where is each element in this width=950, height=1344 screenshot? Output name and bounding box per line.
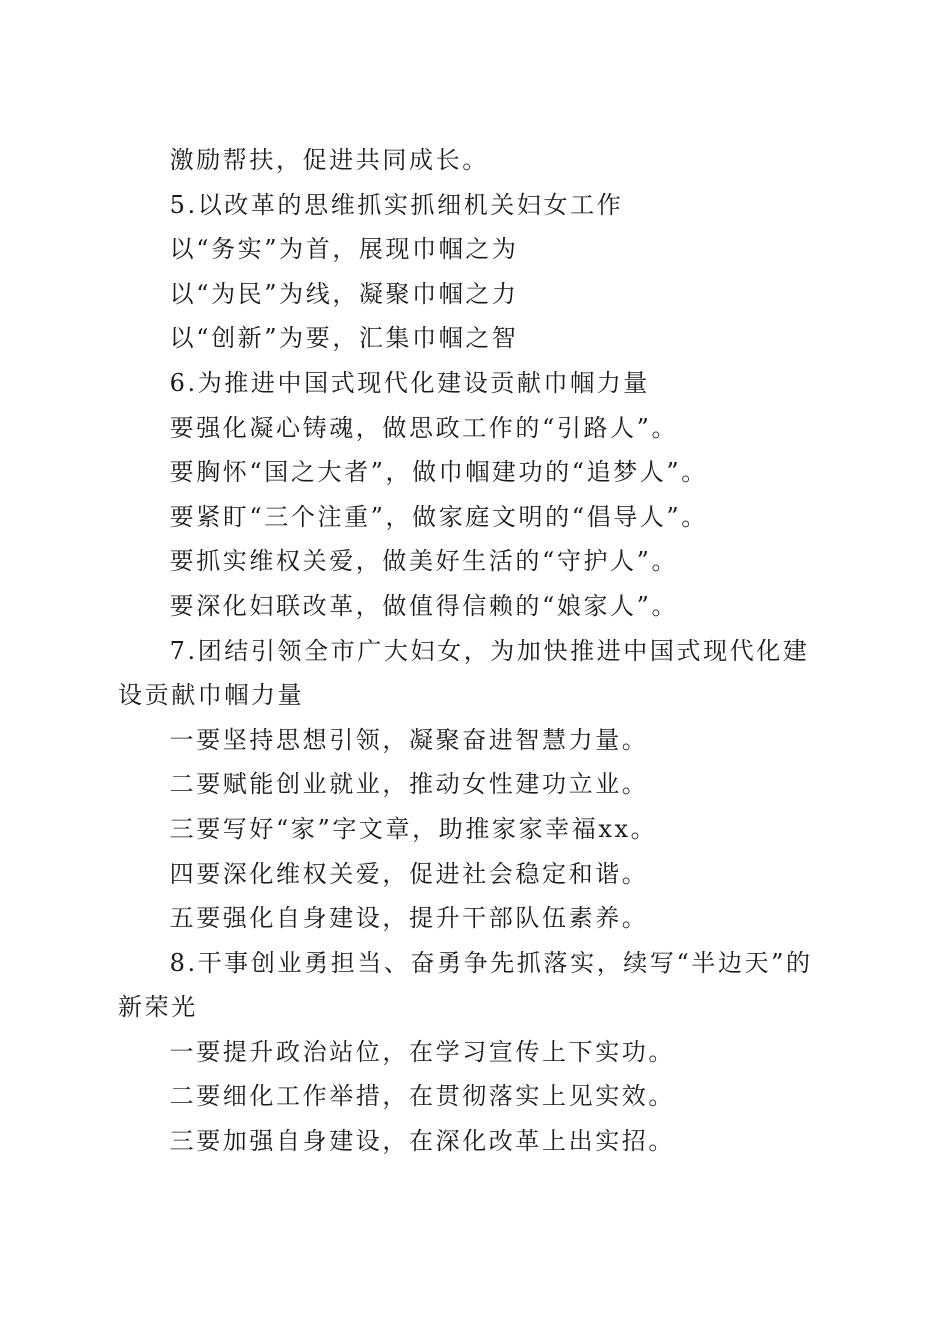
heading-8: 8.干事创业勇担当、奋勇争先抓落实，续写“半边天”的新荣光 (118, 948, 813, 1022)
paragraph-9: 要紧盯“三个注重”，做家庭文明的“倡导人”。 (169, 502, 708, 531)
paragraph-1: 激励帮扶，促进共同成长。 (169, 146, 489, 174)
paragraph-13: 一要坚持思想引领，凝聚奋进智慧力量。 (169, 725, 649, 754)
heading-7: 7.团结引领全市广大妇女，为加快推进中国式现代化建设贡献巾帼力量 (118, 636, 810, 710)
paragraph-7: 要强化凝心铸魂，做思政工作的“引路人”。 (169, 413, 679, 442)
paragraph-11: 要深化妇联改革，做值得信赖的“娘家人”。 (169, 591, 679, 620)
paragraph-20: 二要细化工作举措，在贯彻落实上见实效。 (169, 1082, 675, 1111)
paragraph-21: 三要加强自身建设，在深化改革上出实招。 (169, 1127, 675, 1156)
paragraph-5: 以“创新”为要，汇集巾帼之智 (169, 324, 519, 353)
paragraph-10: 要抓实维权关爱，做美好生活的“守护人”。 (169, 547, 679, 576)
document-body (118, 138, 830, 1164)
paragraph-14: 二要赋能创业就业，推动女性建功立业。 (169, 770, 649, 799)
paragraph-8: 要胸怀“国之大者”，做巾帼建功的“追梦人”。 (169, 458, 708, 487)
paragraph-19: 一要提升政治站位，在学习宣传上下实功。 (169, 1037, 675, 1066)
paragraph-4: 以“为民”为线，凝聚巾帼之力 (169, 279, 519, 308)
heading-5: 5.以改革的思维抓实抓细机关妇女工作 (169, 190, 624, 219)
paragraph-15: 三要写好“家”字文章，助推家家幸福xx。 (169, 814, 658, 843)
heading-6: 6.为推进中国式现代化建设贡献巾帼力量 (169, 368, 650, 397)
paragraph-3: 以“务实”为首，展现巾帼之为 (169, 235, 519, 264)
paragraph-17: 五要强化自身建设，提升干部队伍素养。 (169, 904, 649, 933)
paragraph-16: 四要深化维权关爱，促进社会稳定和谐。 (169, 859, 649, 888)
